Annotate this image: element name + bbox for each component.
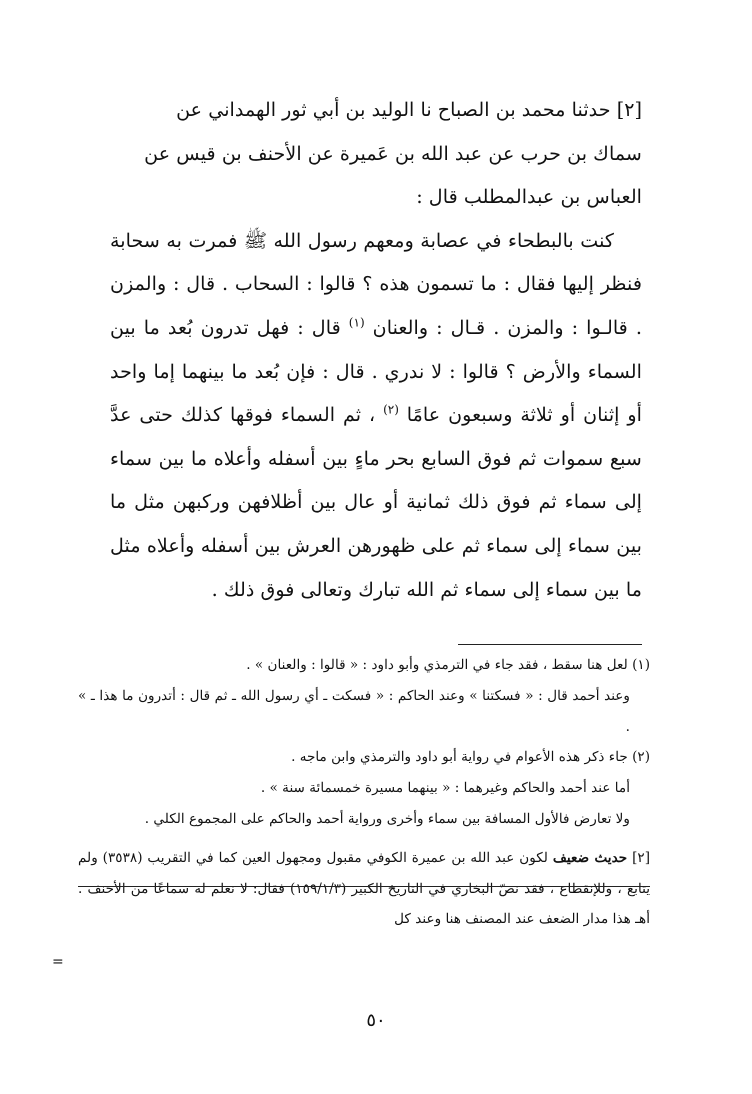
- footnote-1-line-1: (١) لعل هنا سقط ، فقد جاء في الترمذي وأبو داود : « قالوا : والعنان » .: [246, 657, 650, 673]
- main-text: [110, 88, 642, 611]
- footnotes: [78, 650, 650, 935]
- footnote-separator: [458, 644, 642, 645]
- grading-note: [78, 843, 650, 935]
- matn-part-2: قال : فهل تدرون بُعد ما بين السماء والأرض ؟ قالوا : لا ندري . قال : فإن بُعد ما بينهما إما واحد أو إثنان أو ثلاثة وسبعون عامًا: [110, 315, 642, 427]
- grading-separator: [78, 886, 650, 887]
- grading-text: لكون عبد الله بن عميرة الكوفي مقبول ومجهول العين كما في التقريب (٣٥٣٨) ولم يتابع ، وللإنقطاع ، فقد نصّ البخاري في التاريخ الكبير (١٥٩/١/٣) فقال: لا نعلم له سماعًا من الأحنف . أهـ هذا مدار الضعف عند المصنف هنا وعند كل: [78, 849, 650, 928]
- footnote-1-line-2: وعند أحمد قال : « فسكتنا » وعند الحاكم : « فسكت ـ أي رسول الله ـ ثم قال : أتدرون ما هذا ـ » .: [78, 687, 630, 735]
- isnad-line-1: [٢] حدثنا محمد بن الصباح نا الوليد بن أبي ثور الهمداني عن: [176, 98, 642, 121]
- isnad-line-2: سماك بن حرب عن عبد الله بن عَميرة عن الأحنف بن قيس عن: [144, 141, 642, 165]
- continuation-mark: =: [52, 954, 64, 970]
- footnote-2-line-2: أما عند أحمد والحاكم وغيرهما : « بينهما مسيرة خمسمائة سنة » .: [260, 780, 630, 797]
- matn-part-3: ، ثم السماء فوقها كذلك حتى عدَّ سبع سموات ثم فوق السابع بحر ماءٍ بين أسفله وأعلاه ما بين سماء إلى سماء ثم فوق ذلك ثمانية أو عال بين أظلافهن وركبهن مثل ما بين سماء إلى سماء ثم على ظهورهن العرش بين أسفله وأعلاه مثل ما بين سماء إلى سماء ثم الله تبارك وتعالى فوق ذلك .: [110, 403, 642, 601]
- grading-label: حديث ضعيف: [552, 849, 628, 866]
- footnote-2-line-1: (٢) جاء ذكر هذه الأعوام في رواية أبو داود والترمذي وابن ماجه .: [291, 749, 650, 766]
- grading-number: [٢]: [632, 849, 650, 866]
- isnad-line-3: العباس بن عبدالمطلب قال :: [416, 185, 642, 209]
- page-number: ٥٠: [366, 1010, 386, 1031]
- footnote-ref-2[interactable]: (٢): [383, 402, 399, 417]
- footnote-ref-1[interactable]: (١): [348, 315, 365, 330]
- footnote-2-line-3: ولا تعارض فالأول المسافة بين سماء وأخرى ورواية أحمد والحاكم على المجموع الكلي .: [144, 810, 630, 827]
- hadith-matn: [110, 219, 642, 611]
- matn-part-1: كنت بالبطحاء في عصابة ومعهم رسول الله ﷺ فمرت به سحابة فنظر إليها فقال : ما تسمون هذه ؟ قالوا : السحاب . قال : والمزن . قالـوا : والمزن . قـال : والعنان: [110, 228, 642, 339]
